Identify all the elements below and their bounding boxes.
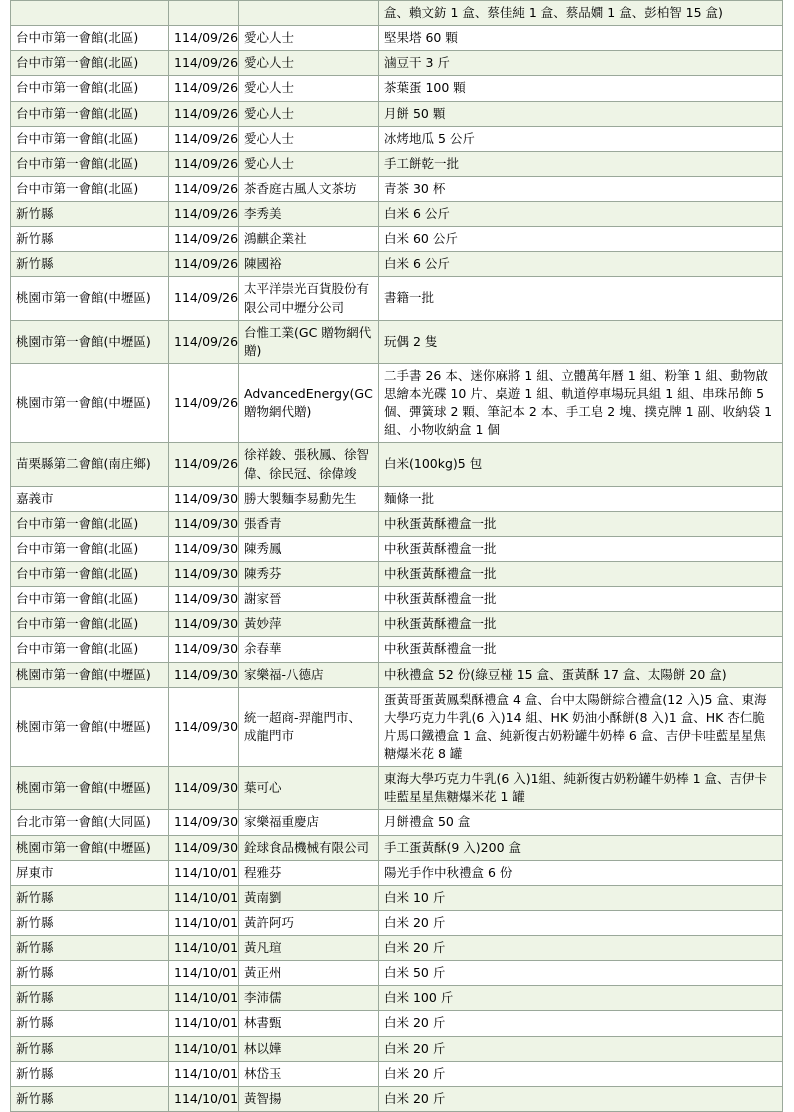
- table-cell-col0: 新竹縣: [11, 1011, 169, 1036]
- table-cell-col3: 東海大學巧克力牛乳(6 入)1組、純新復古奶粉罐牛奶棒 1 盒、吉伊卡哇藍星星焦糖爆米花 1 罐: [379, 767, 783, 810]
- table-cell-col0: 桃園市第一會館(中壢區): [11, 767, 169, 810]
- table-row: [11, 910, 783, 935]
- table-row: [11, 363, 783, 443]
- table-cell-col1: 114/10/01: [169, 936, 239, 961]
- table-cell-col0: 台中市第一會館(北區): [11, 151, 169, 176]
- table-cell-col3: 堅果塔 60 顆: [379, 26, 783, 51]
- table-cell-col3: 月餅 50 顆: [379, 101, 783, 126]
- table-cell-col1: 114/10/01: [169, 986, 239, 1011]
- table-cell-col0: 嘉義市: [11, 486, 169, 511]
- table-cell-col1: 114/09/30: [169, 810, 239, 835]
- table-row: [11, 1061, 783, 1086]
- table-cell-col1: 114/10/01: [169, 885, 239, 910]
- table-cell-col2: 李秀美: [239, 202, 379, 227]
- table-cell-col1: 114/09/30: [169, 536, 239, 561]
- table-cell-col3: 白米 10 斤: [379, 885, 783, 910]
- table-cell-col1: 114/09/26: [169, 126, 239, 151]
- table-row: [11, 76, 783, 101]
- table-cell-col2: 愛心人士: [239, 51, 379, 76]
- table-cell-col2: 林書甄: [239, 1011, 379, 1036]
- table-row: [11, 151, 783, 176]
- table-cell-col2: 黃凡瑄: [239, 936, 379, 961]
- table-row: [11, 202, 783, 227]
- table-cell-col0: 桃園市第一會館(中壢區): [11, 662, 169, 687]
- table-row: [11, 587, 783, 612]
- table-cell-col1: 114/09/26: [169, 277, 239, 320]
- table-cell-col3: 白米 6 公斤: [379, 252, 783, 277]
- table-cell-col3: 白米(100kg)5 包: [379, 443, 783, 486]
- table-cell-col3: 白米 100 斤: [379, 986, 783, 1011]
- table-cell-col3: 手工餅乾一批: [379, 151, 783, 176]
- table-cell-col0: 新竹縣: [11, 936, 169, 961]
- table-cell-col2: 黃南劉: [239, 885, 379, 910]
- table-cell-col0: 新竹縣: [11, 252, 169, 277]
- table-cell-col3: 中秋蛋黃酥禮盒一批: [379, 562, 783, 587]
- table-row: [11, 662, 783, 687]
- table-cell-col2: 余春華: [239, 637, 379, 662]
- table-cell-col3: 書籍一批: [379, 277, 783, 320]
- table-row: [11, 227, 783, 252]
- table-cell-col2: 愛心人士: [239, 26, 379, 51]
- table-cell-col0: 新竹縣: [11, 910, 169, 935]
- table-cell-col2: [239, 1, 379, 26]
- table-cell-col3: 中秋禮盒 52 份(綠豆椪 15 盒、蛋黃酥 17 盒、太陽餅 20 盒): [379, 662, 783, 687]
- table-cell-col3: 盒、賴文鈁 1 盒、蔡佳純 1 盒、蔡品嫺 1 盒、彭柏智 15 盒): [379, 1, 783, 26]
- table-cell-col1: 114/09/26: [169, 320, 239, 363]
- table-cell-col3: 麵條一批: [379, 486, 783, 511]
- table-cell-col2: 陳秀鳳: [239, 536, 379, 561]
- table-cell-col1: [169, 1, 239, 26]
- table-cell-col2: 勝大製麵李易勳先生: [239, 486, 379, 511]
- table-cell-col2: 陳秀芬: [239, 562, 379, 587]
- table-cell-col0: 台中市第一會館(北區): [11, 637, 169, 662]
- table-cell-col1: 114/09/26: [169, 101, 239, 126]
- table-cell-col0: [11, 1, 169, 26]
- table-cell-col2: AdvancedEnergy(GC 贈物網代贈): [239, 363, 379, 443]
- table-row: [11, 51, 783, 76]
- table-cell-col3: 中秋蛋黃酥禮盒一批: [379, 536, 783, 561]
- table-cell-col3: 青茶 30 杯: [379, 176, 783, 201]
- table-cell-col3: 月餅禮盒 50 盒: [379, 810, 783, 835]
- table-cell-col0: 台中市第一會館(北區): [11, 176, 169, 201]
- table-row: [11, 26, 783, 51]
- table-cell-col2: 林岱玉: [239, 1061, 379, 1086]
- table-cell-col0: 新竹縣: [11, 961, 169, 986]
- table-row: [11, 1011, 783, 1036]
- table-cell-col1: 114/10/01: [169, 961, 239, 986]
- table-row: [11, 810, 783, 835]
- table-cell-col1: 114/09/30: [169, 687, 239, 767]
- table-row: [11, 443, 783, 486]
- table-cell-col2: 太平洋崇光百貨股份有限公司中壢分公司: [239, 277, 379, 320]
- table-row: [11, 961, 783, 986]
- table-cell-col2: 黃正州: [239, 961, 379, 986]
- table-cell-col2: 家樂福重慶店: [239, 810, 379, 835]
- table-cell-col1: 114/10/01: [169, 1061, 239, 1086]
- table-cell-col0: 台中市第一會館(北區): [11, 76, 169, 101]
- table-row: [11, 885, 783, 910]
- table-cell-col1: 114/09/30: [169, 767, 239, 810]
- table-cell-col3: 白米 50 斤: [379, 961, 783, 986]
- table-cell-col3: 二手書 26 本、迷你麻將 1 組、立體萬年曆 1 組、粉筆 1 組、動物啟思繪本光碟 10 片、桌遊 1 組、軌道停車場玩具組 1 組、串珠吊飾 5 個、彈簧球 2 顆、筆記本 2 本、手工皂 2 塊、撲克牌 1 副、收納袋 1 組、小物收納盒 1 個: [379, 363, 783, 443]
- table-cell-col3: 滷豆干 3 斤: [379, 51, 783, 76]
- table-cell-col0: 台北市第一會館(大同區): [11, 810, 169, 835]
- table-row: [11, 277, 783, 320]
- table-cell-col1: 114/09/30: [169, 637, 239, 662]
- table-row: [11, 486, 783, 511]
- table-cell-col2: 家樂福-八德店: [239, 662, 379, 687]
- table-cell-col1: 114/09/26: [169, 443, 239, 486]
- table-cell-col2: 統一超商-羿龍門市、成龍門市: [239, 687, 379, 767]
- table-cell-col1: 114/09/30: [169, 662, 239, 687]
- table-cell-col0: 新竹縣: [11, 1086, 169, 1111]
- table-cell-col0: 台中市第一會館(北區): [11, 511, 169, 536]
- table-cell-col2: 徐祥鋑、張秋鳳、徐智偉、徐民冠、徐偉竣: [239, 443, 379, 486]
- table-cell-col0: 桃園市第一會館(中壢區): [11, 687, 169, 767]
- table-cell-col1: 114/09/26: [169, 227, 239, 252]
- table-cell-col1: 114/09/30: [169, 486, 239, 511]
- table-cell-col1: 114/09/26: [169, 151, 239, 176]
- table-cell-col1: 114/09/26: [169, 363, 239, 443]
- table-row: [11, 767, 783, 810]
- table-cell-col1: 114/10/01: [169, 860, 239, 885]
- table-row: [11, 1086, 783, 1111]
- table-cell-col3: 白米 20 斤: [379, 1036, 783, 1061]
- table-cell-col0: 桃園市第一會館(中壢區): [11, 363, 169, 443]
- table-cell-col0: 新竹縣: [11, 986, 169, 1011]
- table-cell-col1: 114/09/26: [169, 252, 239, 277]
- table-cell-col0: 屏東市: [11, 860, 169, 885]
- table-cell-col3: 白米 20 斤: [379, 1086, 783, 1111]
- table-cell-col3: 白米 20 斤: [379, 936, 783, 961]
- table-cell-col3: 中秋蛋黃酥禮盒一批: [379, 587, 783, 612]
- table-cell-col3: 茶葉蛋 100 顆: [379, 76, 783, 101]
- table-cell-col2: 黃妙萍: [239, 612, 379, 637]
- table-cell-col0: 台中市第一會館(北區): [11, 536, 169, 561]
- table-cell-col2: 葉可心: [239, 767, 379, 810]
- table-cell-col1: 114/09/30: [169, 587, 239, 612]
- table-cell-col3: 中秋蛋黃酥禮盒一批: [379, 637, 783, 662]
- table-cell-col3: 白米 20 斤: [379, 910, 783, 935]
- table-cell-col0: 台中市第一會館(北區): [11, 51, 169, 76]
- table-cell-col3: 手工蛋黃酥(9 入)200 盒: [379, 835, 783, 860]
- table-body: [11, 1, 783, 1112]
- table-cell-col0: 台中市第一會館(北區): [11, 101, 169, 126]
- table-cell-col3: 蛋黃哥蛋黃鳳梨酥禮盒 4 盒、台中太陽餅綜合禮盒(12 入)5 盒、東海大學巧克力牛乳(6 入)14 組、HK 奶油小酥餅(8 入)1 盒、HK 杏仁脆片馬口鐵禮盒 1 盒、純新復古奶粉罐牛奶棒 6 盒、吉伊卡哇藍星星焦糖爆米花 8 罐: [379, 687, 783, 767]
- table-cell-col2: 茶香庭古風人文茶坊: [239, 176, 379, 201]
- table-cell-col0: 新竹縣: [11, 1061, 169, 1086]
- table-cell-col0: 桃園市第一會館(中壢區): [11, 320, 169, 363]
- table-cell-col3: 中秋蛋黃酥禮盒一批: [379, 511, 783, 536]
- table-cell-col3: 白米 60 公斤: [379, 227, 783, 252]
- table-cell-col1: 114/09/30: [169, 511, 239, 536]
- table-cell-col3: 玩偶 2 隻: [379, 320, 783, 363]
- table-cell-col1: 114/10/01: [169, 1086, 239, 1111]
- table-row: [11, 1036, 783, 1061]
- table-cell-col2: 黃智揚: [239, 1086, 379, 1111]
- table-cell-col1: 114/09/26: [169, 202, 239, 227]
- table-row: [11, 637, 783, 662]
- table-cell-col3: 陽光手作中秋禮盒 6 份: [379, 860, 783, 885]
- table-cell-col0: 新竹縣: [11, 1036, 169, 1061]
- table-row: [11, 511, 783, 536]
- table-row: [11, 101, 783, 126]
- table-row: [11, 612, 783, 637]
- table-cell-col0: 新竹縣: [11, 202, 169, 227]
- table-cell-col2: 愛心人士: [239, 126, 379, 151]
- table-cell-col1: 114/09/30: [169, 612, 239, 637]
- table-row: [11, 126, 783, 151]
- table-row: [11, 536, 783, 561]
- table-cell-col2: 愛心人士: [239, 76, 379, 101]
- table-cell-col2: 台惟工業(GC 贈物網代贈): [239, 320, 379, 363]
- table-cell-col2: 李沛儒: [239, 986, 379, 1011]
- table-cell-col0: 桃園市第一會館(中壢區): [11, 277, 169, 320]
- table-cell-col3: 白米 20 斤: [379, 1011, 783, 1036]
- donation-records-table: [10, 0, 783, 1112]
- table-row: [11, 687, 783, 767]
- table-cell-col2: 陳國裕: [239, 252, 379, 277]
- table-row: [11, 936, 783, 961]
- table-cell-col2: 銓球食品機械有限公司: [239, 835, 379, 860]
- table-cell-col2: 愛心人士: [239, 101, 379, 126]
- table-cell-col2: 程雅芬: [239, 860, 379, 885]
- table-cell-col2: 謝家晉: [239, 587, 379, 612]
- table-cell-col0: 新竹縣: [11, 227, 169, 252]
- table-cell-col0: 台中市第一會館(北區): [11, 587, 169, 612]
- table-cell-col1: 114/09/30: [169, 835, 239, 860]
- table-cell-col1: 114/10/01: [169, 1036, 239, 1061]
- table-cell-col0: 新竹縣: [11, 885, 169, 910]
- table-cell-col1: 114/09/26: [169, 76, 239, 101]
- table-cell-col3: 白米 20 斤: [379, 1061, 783, 1086]
- table-cell-col2: 黃許阿巧: [239, 910, 379, 935]
- table-row: [11, 835, 783, 860]
- table-row: [11, 252, 783, 277]
- table-row: [11, 176, 783, 201]
- table-row: [11, 986, 783, 1011]
- table-cell-col0: 台中市第一會館(北區): [11, 26, 169, 51]
- table-cell-col0: 苗栗縣第二會館(南庄鄉): [11, 443, 169, 486]
- table-cell-col1: 114/09/30: [169, 562, 239, 587]
- table-cell-col0: 台中市第一會館(北區): [11, 562, 169, 587]
- table-cell-col0: 桃園市第一會館(中壢區): [11, 835, 169, 860]
- table-cell-col2: 鴻麒企業社: [239, 227, 379, 252]
- table-cell-col3: 中秋蛋黃酥禮盒一批: [379, 612, 783, 637]
- table-cell-col1: 114/09/26: [169, 176, 239, 201]
- table-cell-col3: 白米 6 公斤: [379, 202, 783, 227]
- table-cell-col3: 冰烤地瓜 5 公斤: [379, 126, 783, 151]
- table-cell-col2: 愛心人士: [239, 151, 379, 176]
- table-cell-col2: 林以嬅: [239, 1036, 379, 1061]
- table-row: [11, 860, 783, 885]
- table-cell-col1: 114/10/01: [169, 1011, 239, 1036]
- table-row: [11, 1, 783, 26]
- table-cell-col1: 114/09/26: [169, 26, 239, 51]
- table-cell-col1: 114/09/26: [169, 51, 239, 76]
- table-cell-col0: 台中市第一會館(北區): [11, 126, 169, 151]
- table-row: [11, 320, 783, 363]
- table-cell-col0: 台中市第一會館(北區): [11, 612, 169, 637]
- table-cell-col1: 114/10/01: [169, 910, 239, 935]
- table-row: [11, 562, 783, 587]
- table-cell-col2: 張香青: [239, 511, 379, 536]
